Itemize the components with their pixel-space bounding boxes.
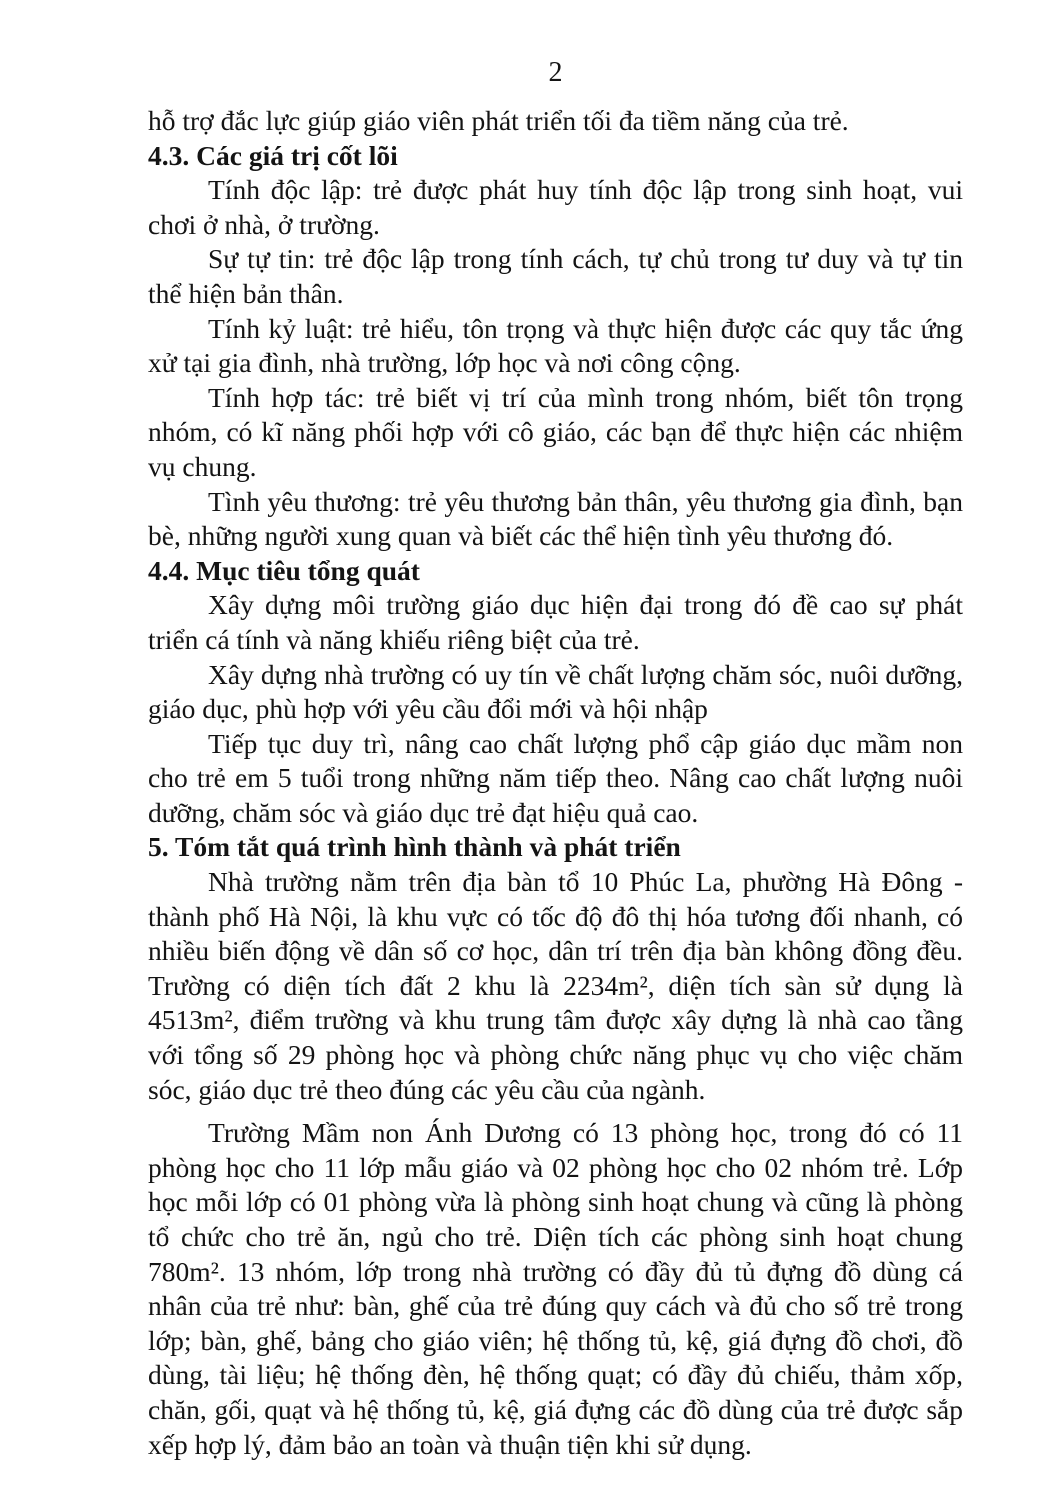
paragraph-continuation: hỗ trợ đắc lực giúp giáo viên phát triển tối đa tiềm năng của trẻ. — [148, 105, 849, 136]
section-heading-core-values: 4.3. Các giá trị cốt lõi — [148, 139, 398, 171]
paragraph-confidence: Sự tự tin: trẻ độc lập trong tính cách, tự chủ trong tư duy và tự tin thể hiện bản thân. — [148, 243, 963, 309]
paragraph-love: Tình yêu thương: trẻ yêu thương bản thân, yêu thương gia đình, bạn bè, những người xung quan và biết các thể hiện tình yêu thương đó. — [148, 485, 963, 552]
paragraph-school-facilities: Trường Mầm non Ánh Dương có 13 phòng học, trong đó có 11 phòng học cho 11 lớp mẫu giáo và 02 phòng học cho 02 nhóm trẻ. Lớp học mỗi lớp có 01 phòng vừa là phòng sinh hoạt chung và cũng là phòng tổ chức cho trẻ ăn, ngủ cho trẻ. Diện tích các phòng sinh hoạt chung 780m². 13 nhóm, lớp trong nhà trường có đầy đủ tủ đựng đồ dùng cá nhân của trẻ như: bàn, ghế của trẻ đúng quy cách và đủ cho số trẻ trong lớp; bàn, ghế, bảng cho giáo viên; hệ thống tủ, kệ, giá đựng đồ chơi, đồ dùng, tài liệu; hệ thống đèn, hệ thống quạt; có đầy đủ chiếu, thảm xốp, chăn, gối, quạt và hệ thống tủ, kệ, giá đựng các đồ dùng của trẻ được sắp xếp hợp lý, đảm bảo an toàn và thuận tiện khi sử dụng. — [148, 1117, 963, 1460]
paragraph-objective-environment: Xây dựng môi trường giáo dục hiện đại trong đó đề cao sự phát triển cá tính và năng khiếu riêng biệt của trẻ. — [148, 589, 963, 655]
paragraph-discipline: Tính kỷ luật: trẻ hiểu, tôn trọng và thực hiện được các quy tắc ứng xử tại gia đình, nhà trường, lớp học và nơi công cộng. — [148, 312, 963, 379]
paragraph-school-location: Nhà trường nằm trên địa bàn tổ 10 Phúc La, phường Hà Đông - thành phố Hà Nội, là khu vực có tốc độ đô thị hóa tương đối nhanh, có nhiều biến động về dân số cơ học, dân trí trên địa bàn không đồng đều. Trường có diện tích đất 2 khu là 2234m², diện tích sàn sử dụng là 4513m², điểm trường và khu trung tâm được xây dựng là nhà cao tầng với tổng số 29 phòng học và phòng chức năng phục vụ cho việc chăm sóc, giáo dục trẻ theo đúng các yêu cầu của ngành. — [148, 866, 963, 1105]
paragraph-objective-reputation: Xây dựng nhà trường có uy tín về chất lượng chăm sóc, nuôi dưỡng, giáo dục, phù hợp với yêu cầu đổi mới và hội nhập — [148, 658, 963, 725]
paragraph-cooperation: Tính hợp tác: trẻ biết vị trí của mình trong nhóm, biết tôn trọng nhóm, có kĩ năng phối hợp với cô giáo, các bạn để thực hiện các nhiệm vụ chung. — [148, 381, 963, 482]
paragraph-independence: Tính độc lập: trẻ được phát huy tính độc lập trong sinh hoạt, vui chơi ở nhà, ở trường. — [148, 174, 963, 240]
section-heading-general-objectives: 4.4. Mục tiêu tổng quát — [148, 554, 420, 586]
section-heading-formation-history: 5. Tóm tắt quá trình hình thành và phát triển — [148, 831, 681, 863]
document-content — [148, 104, 963, 1462]
paragraph-objective-universalization: Tiếp tục duy trì, nâng cao chất lượng phổ cập giáo dục mầm non cho trẻ em 5 tuổi trong những năm tiếp theo. Nâng cao chất lượng nuôi dưỡng, chăm sóc và giáo dục trẻ đạt hiệu quả cao. — [148, 727, 963, 828]
page-number: 2 — [548, 57, 563, 88]
